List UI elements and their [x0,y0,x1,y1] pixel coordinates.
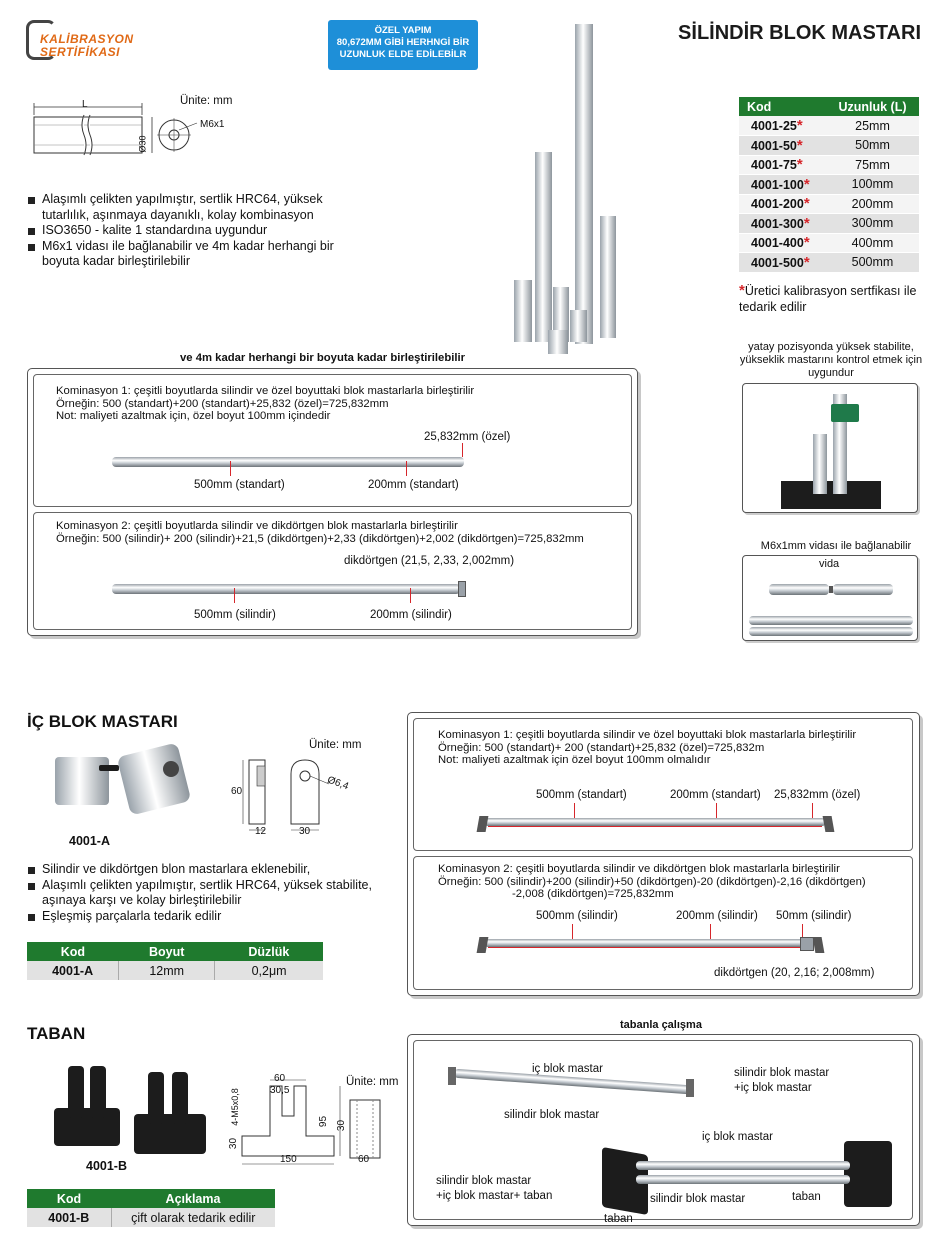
rectangle-label: dikdörtgen (20, 2,16; 2,008mm) [714,967,875,979]
right-note-line1: silindir blok mastar [734,1067,830,1079]
rectangle-label: dikdörtgen (21,5, 2,33, 2,002mm) [344,555,515,567]
list-item: Silindir ve dikdörtgen blon mastarlara eklenebilir, [28,862,378,878]
header-length: Uzunluk (L) [826,97,919,116]
inner-gauge-features [28,862,378,924]
cell-description: çift olarak tedarik edilir [111,1208,275,1228]
standard-500-label: 500mm (standart) [194,479,285,491]
horizontal-caption: yatay pozisyonda yüksek stabilite, yükseklik mastarını kontrol etmek için uygundur [739,341,923,379]
combo2-line2: Örneğin: 500 (silindir)+ 200 (silindir)+21,5 (dikdörtgen)+2,33 (dikdörtgen)+2,002 (dikdörtgen)=725,832mm [56,532,584,545]
code-text: 4001-500 [751,255,804,270]
cell-code [739,155,826,175]
badge-line3: UZUNLUK ELDE EDİLEBİLR [339,49,467,60]
logo-line1: KALİBRASYON [40,32,134,46]
code-text: 4001-400 [751,236,804,251]
cell-code [739,214,826,234]
cylinder-label-2: silindir blok mastar [650,1193,746,1205]
cell-code [739,253,826,273]
cell-code: 4001-A [27,961,119,981]
star-note [739,283,924,315]
height-gauge-photo [742,383,918,513]
screw-label: vida [819,558,840,570]
code-text: 4001-75 [751,158,797,173]
combination-1-box [33,374,632,507]
table-row [739,253,919,273]
star-note-text: Üretici kalibrasyon sertfikası ile tedarik edilir [739,284,917,314]
cell-code [739,233,826,253]
star-mark: * [739,282,745,299]
table-row [739,175,919,195]
code-text: 4001-200 [751,197,804,212]
star-mark: * [803,175,810,193]
inner-unit-label: Ünite: mm [309,739,362,751]
dim-60-side: 60 [358,1154,370,1165]
base-photo [50,1058,220,1158]
star-mark: * [803,253,810,271]
inner-combination-panel [407,712,920,996]
cylinder-500-label: 500mm (silindir) [536,910,618,922]
base-code: 4001-B [86,1159,127,1173]
base-usage-panel [407,1034,920,1226]
base-unit-label: Ünite: mm [346,1076,399,1088]
base-label-1: taban [604,1213,633,1225]
combination-heading: ve 4m kadar herhangi bir boyuta kadar birleştirilebilir [180,352,466,364]
header-code: Kod [739,97,826,116]
custom-length-badge [328,20,478,70]
m6-caption: M6x1mm vidası ile bağlanabilir [760,540,912,552]
inner-gauge-table [27,942,323,981]
base-usage-heading: tabanla çalışma [620,1019,702,1031]
combo4-line1: Kominasyon 2: çeşitli boyutlarda silindir ve dikdörtgen blok mastarlarla birleştirilir [438,863,840,875]
table-row [739,214,919,234]
inner-gauge-label: iç blok mastar [532,1063,603,1075]
standard-200-label: 200mm (standart) [368,479,459,491]
combo1-line2: Örneğin: 500 (standart)+200 (standart)+25,832 (özel)=725,832mm [56,397,389,410]
code-text: 4001-300 [751,216,804,231]
dim-hole: Ø6,4 [325,774,350,793]
dim-thread: 4-M5x0,8 [229,1088,240,1126]
cylinder-50-label: 50mm (silindir) [776,910,852,922]
dim-30: 30 [228,1137,240,1150]
header-description: Açıklama [111,1189,275,1208]
list-item: Alaşımlı çelikten yapılmıştır, sertlik HRC64, yüksek stabilite, aşınaya karşı ve kolay birleştirilebilir [28,878,378,909]
cell-length: 50mm [826,136,919,156]
unit-label: Ünite: mm [180,95,233,107]
standard-200-label: 200mm (standart) [670,789,761,801]
cylinder-500-label: 500mm (silindir) [194,609,276,621]
cell-length: 200mm [826,194,919,214]
base-label-2: taban [792,1191,821,1203]
inner-gauge-code: 4001-A [69,834,110,848]
combo3-line3: Not: maliyeti azaltmak için özel boyut 100mm olmalıdır [438,754,711,766]
right-note-line2: +iç blok mastar [734,1082,812,1094]
cylinder-200-label: 200mm (silindir) [370,609,452,621]
header-flatness: Düzlük [215,942,323,961]
star-mark: * [796,117,803,134]
special-size-label: 25,832mm (özel) [424,431,511,443]
table-row [739,155,919,175]
table-row [739,136,919,156]
combo3-line2: Örneğin: 500 (standart)+ 200 (standart)+25,832 (özel)=725,832m [438,741,765,754]
table-row [739,194,919,214]
inner-gauge-drawing [225,738,365,838]
code-text: 4001-25 [751,119,797,133]
list-item: Eşleşmiş parçalarla tedarik edilir [28,909,378,925]
combination-panel [27,368,638,636]
table-row [739,233,919,253]
dim-30-side: 30 [336,1119,348,1132]
cylinder-code-table [739,97,919,273]
cylinder-label: silindir blok mastar [504,1109,600,1121]
cylinder-200-label: 200mm (silindir) [676,910,758,922]
dim-150: 150 [280,1154,297,1165]
base-usage-box [413,1040,913,1225]
inner-gauge-photo [55,745,195,830]
combo3-line1: Kominasyon 1: çeşitli boyutlarda silindir ve özel boyuttaki blok mastarlarla birleştirilir [438,729,857,741]
cell-length: 400mm [826,233,919,253]
combination-3-box [413,718,913,851]
calibration-certificate-logo [26,20,156,62]
cell-length: 75mm [826,155,919,175]
cell-flatness: 0,2μm [215,961,323,981]
cell-length: 500mm [826,253,919,273]
list-item: Alaşımlı çelikten yapılmıştır, sertlik HRC64, yüksek tutarlılık, aşınmaya dayanıklı, kolay kombinasyon [28,192,368,223]
left-note-line1: silindir blok mastar [436,1175,532,1187]
combo1-line3: Not: maliyeti azaltmak için, özel boyut 100mm içindedir [56,410,331,422]
dim-60: 60 [274,1073,286,1084]
m6-panel [742,555,918,641]
cylinder-gauges-photo [490,20,630,355]
standard-500-label: 500mm (standart) [536,789,627,801]
list-item: ISO3650 - kalite 1 standardına uygundur [28,223,368,239]
dim-thickness: 12 [255,826,267,837]
star-mark: * [803,234,810,252]
code-text: 4001-100 [751,177,804,192]
length-label: L [82,99,88,110]
cell-code [739,194,826,214]
badge-line1: ÖZEL YAPIM [374,25,432,36]
inner-gauge-title: İÇ BLOK MASTARI [27,712,178,731]
dim-95: 95 [318,1115,330,1128]
star-mark: * [796,136,803,154]
page-title: SİLİNDİR BLOK MASTARI [678,22,921,44]
cell-length: 300mm [826,214,919,234]
thread-label: M6x1 [200,119,225,130]
star-mark: * [803,195,810,213]
table-row [27,961,323,981]
combination-2-box [33,512,632,630]
combo4-line3: -2,008 (dikdörtgen)=725,832mm [512,888,674,900]
base-title: TABAN [27,1024,86,1043]
cell-length: 100mm [826,175,919,195]
combo4-line2: Örneğin: 500 (silindir)+200 (silindir)+50 (dikdörtgen)-20 (dikdörtgen)-2,16 (dikdörtgen) [438,875,866,888]
dim-30-5: 30,5 [270,1085,290,1096]
header-size: Boyut [119,942,215,961]
table-row [27,1208,275,1228]
special-size-label: 25,832mm (özel) [774,789,861,801]
cell-code [739,116,826,136]
features-list [28,192,368,270]
badge-line2: 80,672MM GİBİ HERHNGİ BİR [336,37,470,48]
header-code: Kod [27,1189,111,1208]
header-code: Kod [27,942,119,961]
diameter-label: Ø30 [137,135,148,153]
base-table [27,1189,275,1228]
cell-code [739,175,826,195]
code-text: 4001-50 [751,138,797,153]
base-drawing [222,1072,400,1168]
cell-code [739,136,826,156]
combo1-line1: Kominasyon 1: çeşitli boyutlarda silindir ve özel boyuttaki blok mastarlarla birleştirilir [56,385,475,397]
star-mark: * [796,156,803,174]
combo2-line1: Kominasyon 2: çeşitli boyutlarda silindir ve dikdörtgen blok mastarlarla birleştirilir [56,520,458,532]
cell-size: 12mm [119,961,215,981]
combination-4-box [413,856,913,990]
cell-length: 25mm [826,116,919,136]
dim-height: 60 [231,786,243,797]
cylinder-drawing [22,95,262,165]
left-note-line2: +iç blok mastar+ taban [436,1190,553,1202]
list-item: M6x1 vidası ile bağlanabilir ve 4m kadar herhangi bir boyuta kadar birleştirilebilir [28,239,368,270]
table-row [739,116,919,136]
dim-width: 30 [299,826,311,837]
logo-line2: SERTİFİKASI [40,45,120,59]
inner-gauge-label-2: iç blok mastar [702,1131,773,1143]
star-mark: * [803,214,810,232]
cell-code: 4001-B [27,1208,111,1228]
